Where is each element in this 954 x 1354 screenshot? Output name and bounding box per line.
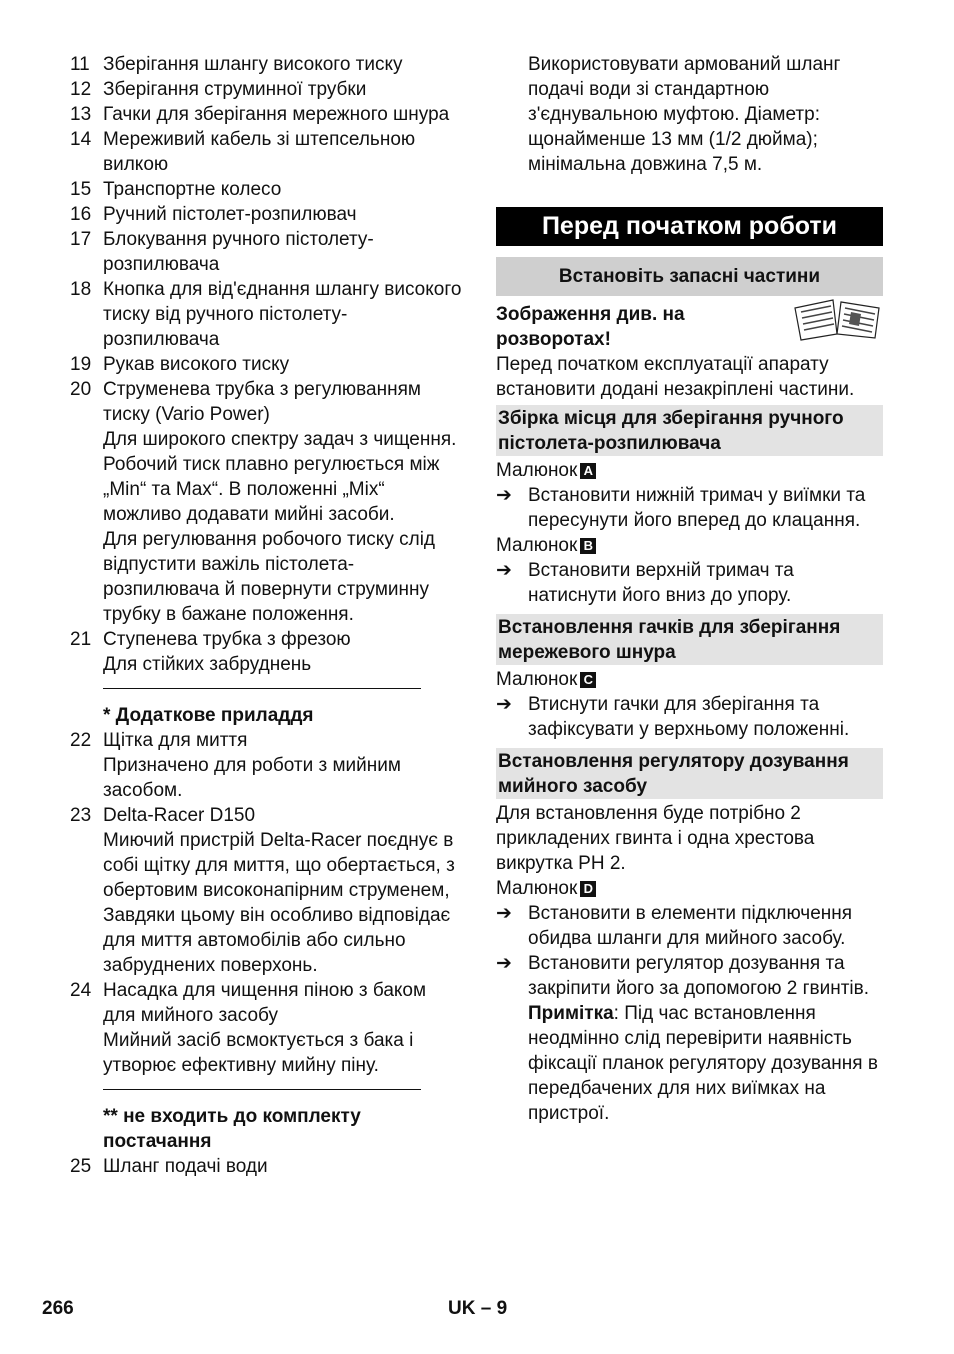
item-text: Транспортне колесо: [103, 179, 282, 200]
item-text: Щітка для миття: [103, 730, 248, 751]
item-number: 21: [70, 629, 92, 650]
list-item: [70, 352, 462, 377]
item-text: Мереживий кабель зі штепсельною вилкою: [103, 129, 416, 175]
before-use-text: Перед початком експлуатації апарату встановити додані незакріплені частини.: [496, 354, 855, 400]
figure-ref: [496, 667, 883, 692]
item20-desc-2: Для регулювання робочого тиску слід відпустити важіль пістолета-розпилювача й повернути струминну трубку в бажане положення.: [103, 529, 436, 625]
figure-label: Малюнок: [496, 878, 578, 899]
item-number: 14: [70, 129, 92, 150]
step: [496, 951, 883, 1001]
accessories-heading: * Додаткове приладдя: [103, 705, 314, 726]
item-text: Зберігання струминної трубки: [103, 79, 367, 100]
list-item: [70, 377, 462, 427]
step-text: Встановити нижній тримач у виїмки та пересунути його вперед до клацання.: [528, 485, 866, 531]
list-item: [70, 1154, 462, 1179]
item-number: 15: [70, 179, 92, 200]
subsection-heading: Встановіть запасні частини: [496, 257, 883, 296]
item-text: Рукав високого тиску: [103, 354, 290, 375]
list-item: [70, 277, 462, 352]
right-column: [496, 52, 883, 1126]
note-label: Примітка: [528, 1003, 614, 1024]
item-number: 20: [70, 379, 92, 400]
figure-ref: [496, 876, 883, 901]
arrow-right-icon: ➔: [496, 953, 512, 974]
item24-desc: Мийний засіб всмоктується з бака і утворює ефективну мийну піну.: [103, 1030, 414, 1076]
list-item: [70, 77, 462, 102]
item-number: 16: [70, 204, 92, 225]
item-number: 13: [70, 104, 92, 125]
not-included-heading: ** не входить до комплекту постачання: [103, 1106, 361, 1152]
item-number: 18: [70, 279, 92, 300]
arrow-right-icon: ➔: [496, 485, 512, 506]
step: [496, 692, 883, 742]
book-icon: [791, 296, 883, 342]
figure-a-badge: A: [580, 463, 596, 479]
arrow-right-icon: ➔: [496, 903, 512, 924]
page-label: UK – 9: [448, 1298, 508, 1319]
step-text: Встановити регулятор дозування та закріпити його за допомогою 2 гвинтів.: [528, 953, 869, 999]
list-item: [70, 127, 462, 177]
figure-b-badge: B: [580, 538, 596, 554]
step-text: Втиснути гачки для зберігання та зафіксувати у верхньому положенні.: [528, 694, 850, 740]
left-column: [70, 52, 462, 1179]
parts-list: [70, 52, 462, 427]
item-text: Ручний пістолет-розпилювач: [103, 204, 357, 225]
item-number: 24: [70, 980, 92, 1001]
item-text: Шланг подачі води: [103, 1156, 268, 1177]
note: [496, 1001, 883, 1126]
figure-label: Малюнок: [496, 460, 578, 481]
arrow-right-icon: ➔: [496, 694, 512, 715]
item-number: 25: [70, 1156, 92, 1177]
figure-label: Малюнок: [496, 669, 578, 690]
see-images-row: [496, 302, 883, 352]
item-text: Насадка для чищення піною з баком для мийного засобу: [103, 980, 427, 1026]
dosing-text: Для встановлення буде потрібно 2 прикладених гвинта і одна хрестова викрутка PH 2.: [496, 803, 815, 874]
figure-ref: [496, 458, 883, 483]
figure-c-badge: C: [580, 672, 596, 688]
list-item: [70, 52, 462, 77]
item21-desc: Для стійких забруднень: [103, 654, 312, 675]
figure-d-badge: D: [580, 881, 596, 897]
item-text: Блокування ручного пістолету-розпилювача: [103, 229, 374, 275]
divider: [103, 1089, 421, 1090]
item-number: 23: [70, 805, 92, 826]
note-text: : Під час встановлення неодмінно слід перевірити наявність фіксації планок регулятору дозування в передбачених для них виїмках на пристрої.: [528, 1003, 878, 1124]
item23-desc: Миючий пристрій Delta-Racer поєднує в собі щітку для миття, що обертається, з обертовим високонапірним струменем, Завдяки цьому він особливо відповідає для миття автомобілів або сильно забруднених поверхонь.: [103, 830, 455, 976]
step: [496, 558, 883, 608]
list-item: [70, 803, 462, 828]
item-number: 19: [70, 354, 92, 375]
item-text: Гачки для зберігання мережного шнура: [103, 104, 450, 125]
item-text: Кнопка для від'єднання шлангу високого тиску від ручного пістолету-розпилювача: [103, 279, 462, 350]
item-text: Зберігання шлангу високого тиску: [103, 54, 403, 75]
see-images-text: Зображення див. на розворотах!: [496, 304, 685, 350]
figure-ref: [496, 533, 883, 558]
step-text: Встановити верхній тримач та натиснути його вниз до упору.: [528, 560, 794, 606]
list-item: [70, 728, 462, 753]
arrow-right-icon: ➔: [496, 560, 512, 581]
item-number: 17: [70, 229, 92, 250]
step: [496, 483, 883, 533]
figure-label: Малюнок: [496, 535, 578, 556]
list-item: [70, 627, 462, 652]
water-hose-note: Використовувати армований шланг подачі води зі стандартною з'єднувальною муфтою. Діаметр: щонайменше 13 мм (1/2 дюйма); мінімальна довжина 7,5 м.: [528, 54, 841, 175]
hooks-heading: Встановлення гачків для зберігання мережевого шнура: [496, 614, 883, 665]
page-number: 266: [42, 1298, 74, 1319]
step: [496, 901, 883, 951]
assembly-heading: Збірка місця для зберігання ручного пістолета-розпилювача: [496, 405, 883, 456]
list-item: [70, 202, 462, 227]
section-heading: Перед початком роботи: [496, 207, 883, 246]
divider: [103, 688, 421, 689]
list-item: [70, 177, 462, 202]
item-number: 12: [70, 79, 92, 100]
dosing-heading: Встановлення регулятору дозування мийного засобу: [496, 748, 883, 799]
item22-desc: Призначено для роботи з мийним засобом.: [103, 755, 401, 801]
list-item: [70, 102, 462, 127]
list-item: [70, 227, 462, 277]
list-item: [70, 978, 462, 1028]
item-text: Ступенева трубка з фрезою: [103, 629, 351, 650]
step-text: Встановити в елементи підключення обидва шланги для мийного засобу.: [528, 903, 853, 949]
item20-desc-1: Для широкого спектру задач з чищення. Робочий тиск плавно регулюється між „Min“ та Max“. В положенні „Mix“ можливо додавати мийні засоби.: [103, 429, 457, 525]
item-number: 22: [70, 730, 92, 751]
item-number: 11: [70, 54, 90, 75]
item-text: Delta-Racer D150: [103, 805, 256, 826]
item-text: Струменева трубка з регулюванням тиску (Vario Power): [103, 379, 421, 425]
